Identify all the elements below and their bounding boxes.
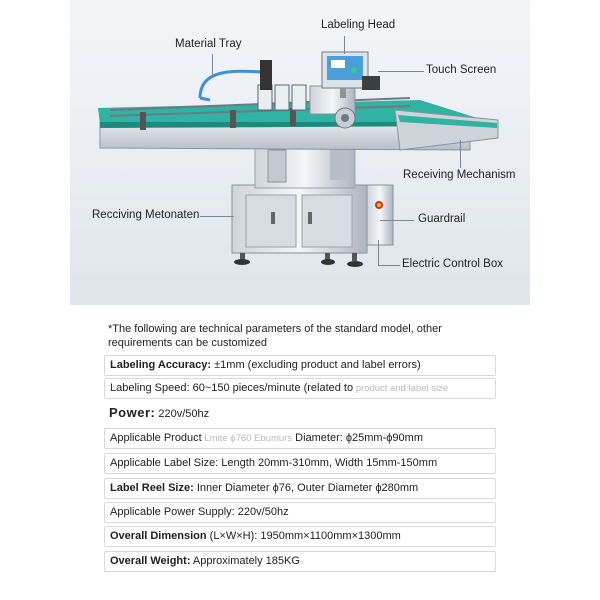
- spec-row-power-supply: [104, 502, 496, 523]
- spec-value: ±1mm (excluding product and label errors): [211, 359, 421, 371]
- callout-receiving-mechanism: Receiving Mechanism: [403, 169, 516, 181]
- spec-key: Overall Weight:: [110, 555, 191, 567]
- leader-line: [378, 71, 424, 72]
- spec-value: 220v/50hz: [155, 408, 210, 420]
- spec-key: Labeling Speed:: [110, 382, 190, 394]
- spec-row-power: [104, 403, 496, 424]
- spec-row-labeling-accuracy: [104, 355, 496, 376]
- spec-key: Applicable Product: [110, 432, 202, 444]
- spec-row-applicable-product: [104, 428, 496, 449]
- spec-value: (L×W×H): 1950mm×1100mm×1300mm: [206, 530, 401, 542]
- leader-line: [378, 265, 400, 266]
- spec-row-overall-dimension: [104, 526, 496, 547]
- callout-receiving-metonaten: Recciving Metonaten: [92, 209, 200, 221]
- spec-row-labeling-speed: [104, 378, 496, 399]
- spec-key: Power:: [109, 405, 156, 420]
- spec-key: Applicable Label Size:: [110, 457, 219, 469]
- callout-touch-screen: Touch Screen: [426, 64, 497, 76]
- spec-key: Overall Dimension: [110, 530, 207, 542]
- spec-key: Label Reel Size:: [110, 482, 194, 494]
- spec-value: Inner Diameter ϕ76, Outer Diameter ϕ280mm: [193, 482, 419, 494]
- spec-value: 60~150 pieces/minute (related to: [189, 382, 354, 394]
- spec-row-label-size: [104, 453, 496, 474]
- callout-labeling-head: Labeling Head: [321, 19, 396, 31]
- leader-line: [378, 240, 379, 265]
- spec-faint-text: Lmite ϕ760 Ebumurs: [201, 433, 293, 444]
- spec-value: Approximately 185KG: [190, 555, 300, 567]
- callout-material-tray: Material Tray: [175, 38, 242, 50]
- spec-faint-text: product and label size: [353, 383, 449, 394]
- spec-value: Diameter: ϕ25mm-ϕ90mm: [292, 432, 423, 444]
- callout-guardrail: Guardrail: [418, 213, 466, 225]
- leader-line: [380, 220, 414, 221]
- spec-row-label-reel-size: [104, 478, 496, 499]
- leader-line: [460, 140, 461, 168]
- spec-intro-note: *The following are technical parameters of the standard model, other requirements can be customized: [108, 323, 442, 349]
- spec-value: 220v/50hz: [234, 506, 289, 518]
- callout-electric-control-box: Electric Control Box: [402, 258, 503, 270]
- leader-line: [200, 216, 234, 217]
- spec-value: Length 20mm-310mm, Width 15mm-150mm: [218, 457, 438, 469]
- leader-line: [344, 36, 345, 54]
- spec-row-overall-weight: [104, 551, 496, 572]
- spec-key: Applicable Power Supply:: [110, 506, 235, 518]
- leader-line: [212, 54, 213, 78]
- spec-key: Labeling Accuracy:: [110, 359, 212, 371]
